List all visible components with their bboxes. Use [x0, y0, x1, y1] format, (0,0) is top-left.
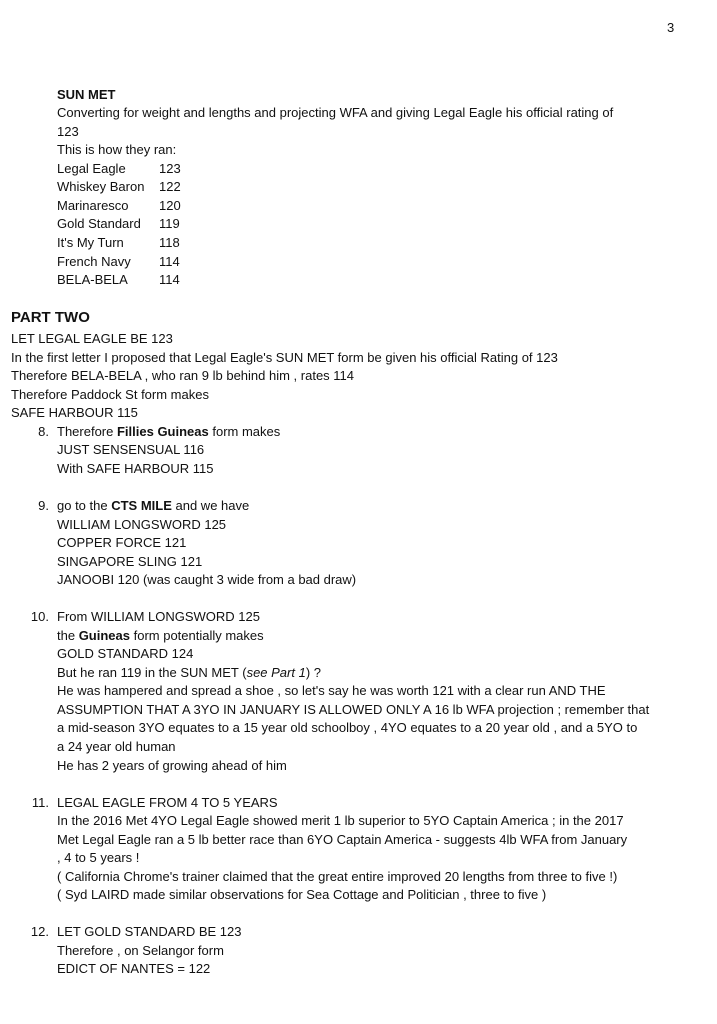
- item-8-first-line: [13, 423, 280, 441]
- item-10-first-line: [13, 608, 260, 626]
- item-text: From WILLIAM LONGSWORD 125: [57, 609, 260, 624]
- horse-rating: 119: [159, 216, 180, 231]
- sun-met-intro-line-2: 123: [57, 124, 79, 139]
- item-10-line: a 24 year old human: [57, 739, 176, 754]
- item-number: 11.: [31, 795, 49, 810]
- sun-met-heading: SUN MET: [57, 87, 116, 102]
- part-two-line: Therefore Paddock St form makes: [11, 387, 209, 402]
- item-8-line: JUST SENSENSUAL 116: [57, 442, 205, 457]
- rating-row: [57, 160, 181, 178]
- item-number: 10.: [30, 609, 49, 624]
- horse-name: It's My Turn: [57, 235, 124, 250]
- item-10-line: He was hampered and spread a shoe , so let's say he was worth 121 with a clear run AND THE: [57, 683, 606, 698]
- item-text: the: [57, 628, 79, 643]
- horse-name: Whiskey Baron: [57, 179, 145, 194]
- item-11-line: Met Legal Eagle ran a 5 lb better race than 6YO Captain America - suggests 4lb WFA from January: [57, 832, 628, 847]
- horse-rating: 114: [159, 254, 180, 269]
- item-text: But he ran 119 in the SUN MET (: [57, 665, 247, 680]
- item-11-line: ( California Chrome's trainer claimed that the great entire improved 20 lengths from three to five !): [57, 869, 618, 884]
- item-text: go to the: [57, 498, 112, 513]
- item-10-line: GOLD STANDARD 124: [57, 646, 194, 661]
- item-12-line: Therefore , on Selangor form: [57, 943, 224, 958]
- item-9-line: JANOOBI 120 (was caught 3 wide from a bad draw): [57, 572, 357, 587]
- item-text: ) ?: [305, 665, 321, 680]
- item-10-ran-line: [57, 664, 321, 682]
- rating-row: [57, 197, 181, 215]
- item-number: 8.: [38, 424, 49, 439]
- item-bold-text: Guineas: [78, 628, 130, 643]
- item-12-line: EDICT OF NANTES = 122: [57, 961, 211, 976]
- part-two-heading: PART TWO: [11, 309, 90, 326]
- part-two-line: LET LEGAL EAGLE BE 123: [11, 331, 173, 346]
- part-two-line: In the first letter I proposed that Legal Eagle's SUN MET form be given his official Rating of 123: [11, 350, 558, 365]
- horse-name: BELA-BELA: [57, 272, 128, 287]
- item-12-first-line: [13, 923, 241, 941]
- horse-rating: 118: [159, 235, 180, 250]
- item-10-line: a mid-season 3YO equates to a 15 year old schoolboy , 4YO equates to a 20 year old , and a 5YO to: [57, 720, 638, 735]
- horse-name: French Navy: [57, 254, 131, 269]
- item-text: Therefore: [57, 424, 117, 439]
- horse-name: Legal Eagle: [57, 161, 126, 176]
- item-text: form makes: [208, 424, 281, 439]
- item-number: 9.: [38, 498, 49, 513]
- rating-row: [57, 253, 180, 271]
- item-text: and we have: [171, 498, 250, 513]
- item-11-line: , 4 to 5 years !: [57, 850, 140, 865]
- rating-row: [57, 271, 180, 289]
- item-italic-text: see Part 1: [246, 665, 306, 680]
- item-bold-text: CTS MILE: [111, 498, 172, 513]
- horse-rating: 114: [159, 272, 180, 287]
- rating-row: [57, 215, 180, 233]
- item-10-guineas-line: [57, 627, 264, 645]
- item-9-line: WILLIAM LONGSWORD 125: [57, 517, 227, 532]
- item-9-first-line: [13, 497, 249, 515]
- horse-name: Marinaresco: [57, 198, 129, 213]
- part-two-line: SAFE HARBOUR 115: [11, 405, 138, 420]
- item-text: LEGAL EAGLE FROM 4 TO 5 YEARS: [57, 795, 278, 810]
- item-number: 12.: [30, 924, 49, 939]
- item-11-first-line: [13, 794, 278, 812]
- sun-met-how-ran: This is how they ran:: [57, 142, 177, 157]
- item-text: LET GOLD STANDARD BE 123: [57, 924, 242, 939]
- horse-rating: 123: [159, 161, 181, 176]
- page-number: 3: [667, 20, 675, 35]
- item-8-line: With SAFE HARBOUR 115: [57, 461, 214, 476]
- horse-rating: 122: [159, 179, 181, 194]
- item-11-line: ( Syd LAIRD made similar observations for Sea Cottage and Politician , three to five ): [57, 887, 547, 902]
- item-9-line: COPPER FORCE 121: [57, 535, 187, 550]
- rating-row: [57, 178, 181, 196]
- part-two-line: Therefore BELA-BELA , who ran 9 lb behind him , rates 114: [11, 368, 355, 383]
- item-9-line: SINGAPORE SLING 121: [57, 554, 203, 569]
- rating-row: [57, 234, 180, 252]
- item-text: form potentially makes: [129, 628, 264, 643]
- item-10-line: He has 2 years of growing ahead of him: [57, 758, 287, 773]
- item-bold-text: Fillies Guineas: [116, 424, 209, 439]
- sun-met-intro-line-1: Converting for weight and lengths and projecting WFA and giving Legal Eagle his official rating of: [57, 105, 614, 120]
- item-10-line: ASSUMPTION THAT A 3YO IN JANUARY IS ALLOWED ONLY A 16 lb WFA projection ; remember that: [57, 702, 650, 717]
- item-11-line: In the 2016 Met 4YO Legal Eagle showed merit 1 lb superior to 5YO Captain America ; in the 2017: [57, 813, 624, 828]
- horse-rating: 120: [159, 198, 181, 213]
- horse-name: Gold Standard: [57, 216, 141, 231]
